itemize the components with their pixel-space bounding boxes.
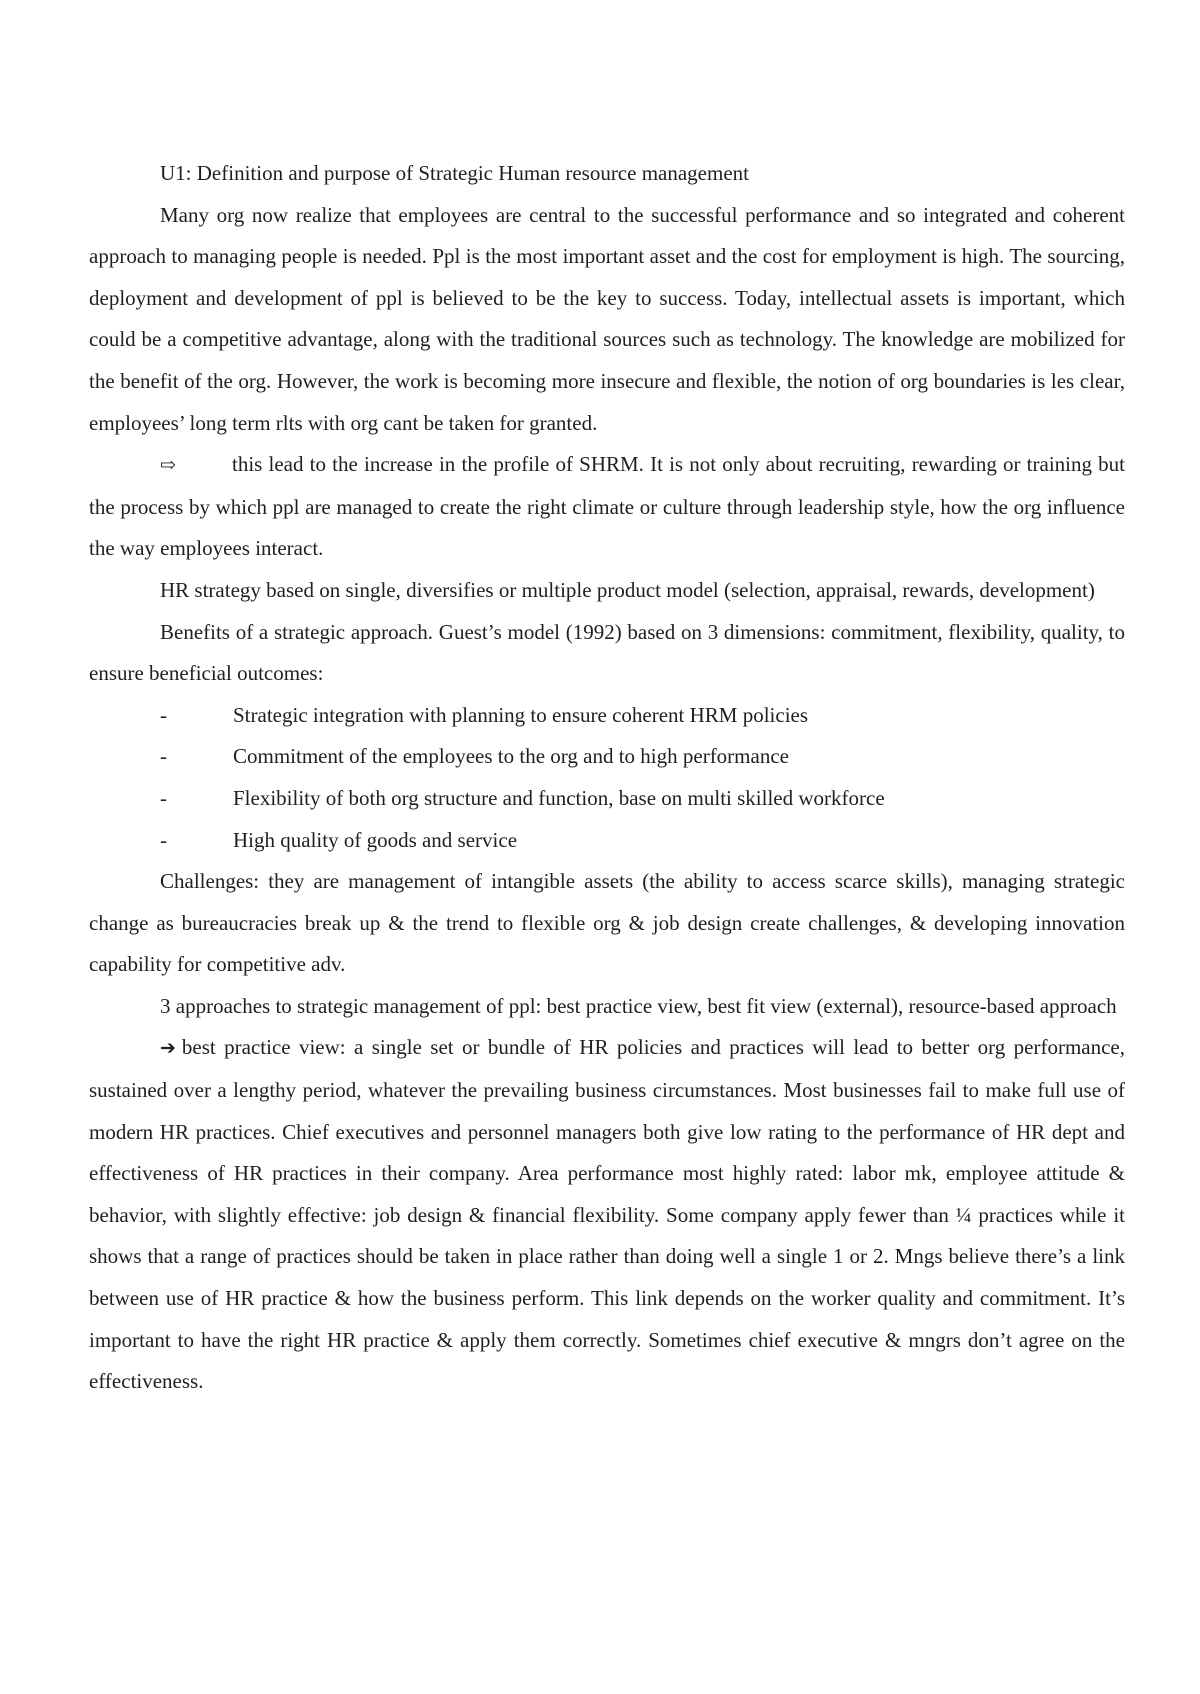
list-item-text: Flexibility of both org structure and function, base on multi skilled workforce (233, 785, 885, 810)
bullet-dash: - (160, 785, 167, 810)
paragraph-challenges: Challenges: they are management of intangible assets (the ability to access scarce skills), managing strategic change as bureaucracies break up & the trend to flexible org & job design create challenges, & developing innovation capability for competitive adv. (89, 869, 1125, 977)
paragraph-hr-strategy: HR strategy based on single, diversifies or multiple product model (selection, appraisal, rewards, development) (160, 577, 1095, 602)
paragraph-best-practice (89, 1027, 1125, 1402)
outline-arrow-icon: ⇨ (160, 455, 176, 477)
list-item-text: High quality of goods and service (233, 827, 518, 852)
paragraph-benefits: Benefits of a strategic approach. Guest’s model (1992) based on 3 dimensions: commitment, flexibility, quality, to ensure beneficial outcomes: (89, 619, 1125, 686)
list-item (89, 736, 1125, 778)
bullet-dash: - (160, 827, 167, 852)
bullet-dash: - (160, 702, 167, 727)
benefits-list (89, 695, 1125, 861)
list-item-text: Commitment of the employees to the org and to high performance (233, 744, 789, 769)
document-title: U1: Definition and purpose of Strategic Human resource management (160, 161, 749, 185)
paragraph-best-practice-text: best practice view: a single set or bundle of HR policies and practices will lead to better org performance, sustained over a lengthy period, whatever the prevailing business circumstances. Most businesses fail to make full use of modern HR practices. Chief executives and personnel managers both give low rating to the performance of HR dept and effectiveness of HR practices in their company. Area performance most highly rated: labor mk, employee attitude & behavior, with slightly effective: job design & financial flexibility. Some company apply fewer than ¼ practices while it shows that a range of practices should be taken in place rather than doing well a single 1 or 2. Mngs believe there’s a link between use of HR practice & how the business perform. This link depends on the worker quality and commitment. It’s important to have the right HR practice & apply them correctly. Sometimes chief executive & mngrs don’t agree on the effectiveness. (89, 1035, 1125, 1394)
paragraph-approaches: 3 approaches to strategic management of ppl: best practice view, best fit view (external), resource-based approach (160, 993, 1117, 1018)
list-item-text: Strategic integration with planning to ensure coherent HRM policies (233, 702, 809, 727)
bullet-dash: - (160, 744, 167, 769)
list-item (89, 820, 1125, 862)
document-body (89, 153, 1125, 1403)
solid-arrow-icon: ➔ (160, 1037, 176, 1060)
paragraph-shrm-profile (89, 444, 1125, 570)
list-item (89, 695, 1125, 737)
list-item (89, 778, 1125, 820)
paragraph-shrm-profile-text: this lead to the increase in the profile of SHRM. It is not only about recruiting, rewarding or training but the process by which ppl are managed to create the right climate or culture through leadership style, how the org influence the way employees interact. (89, 452, 1125, 561)
paragraph-intro: Many org now realize that employees are central to the successful performance and so integrated and coherent approach to managing people is needed. Ppl is the most important asset and the cost for employment is high. The sourcing, deployment and development of ppl is believed to be the key to success. Today, intellectual assets is important, which could be a competitive advantage, along with the traditional sources such as technology. The knowledge are mobilized for the benefit of the org. However, the work is becoming more insecure and flexible, the notion of org boundaries is les clear, employees’ long term rlts with org cant be taken for granted. (89, 202, 1125, 435)
